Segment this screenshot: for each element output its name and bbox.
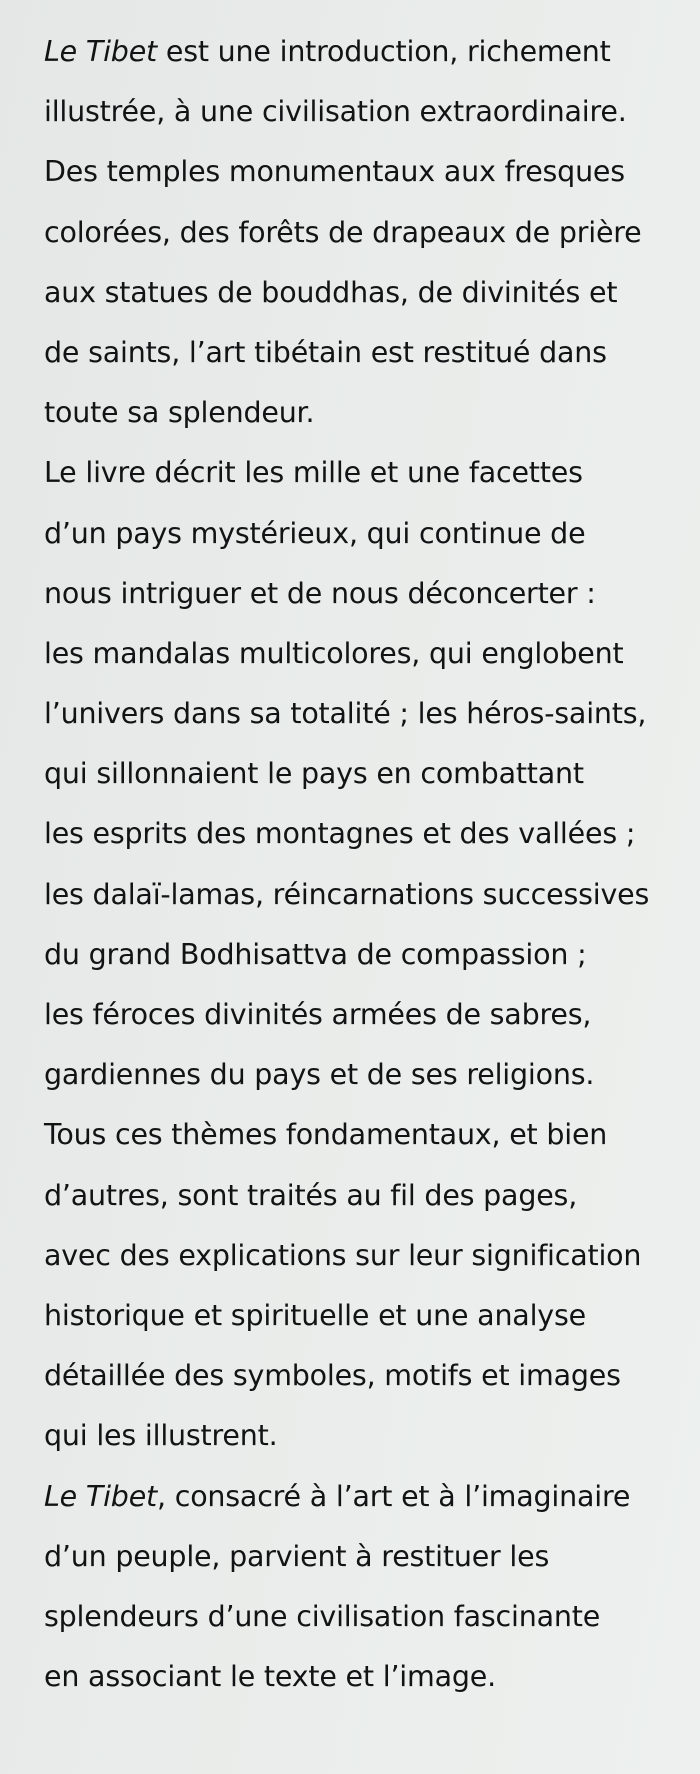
blurb-line: avec des explications sur leur signification [44,1238,642,1272]
blurb-line: Tous ces thèmes fondamentaux, et bien [44,1118,608,1152]
blurb-line: les mandalas multicolores, qui englobent [44,636,624,670]
book-title-italic: Le Tibet [44,1479,157,1513]
blurb-line [44,1467,684,1527]
blurb-line: toute sa splendeur. [44,396,315,430]
blurb-line: gardiennes du pays et de ses religions. [44,1058,595,1092]
blurb-line-text: est une introduction, richement [157,35,611,68]
blurb-text [44,22,684,1707]
blurb-line: d’un peuple, parvient à restituer les [44,1539,550,1573]
book-title-italic: Le Tibet [44,35,157,68]
blurb-line: d’autres, sont traités au fil des pages, [44,1178,578,1212]
blurb-line: de saints, l’art tibétain est restitué dans [44,335,607,369]
blurb-line: détaillée des symboles, motifs et images [44,1359,621,1393]
blurb-line: les féroces divinités armées de sabres, [44,998,592,1031]
blurb-line: Le livre décrit les mille et une facettes [44,456,583,490]
blurb-line: en associant le texte et l’image. [44,1660,496,1694]
blurb-line: aux statues de bouddhas, de divinités et [44,275,618,309]
blurb-line: du grand Bodhisattva de compassion ; [44,937,587,971]
blurb-line: l’univers dans sa totalité ; les héros-saints, [44,697,647,731]
blurb-line: historique et spirituelle et une analyse [44,1298,586,1332]
blurb-line: qui les illustrent. [44,1419,278,1453]
blurb-line: nous intriguer et de nous déconcerter : [44,576,596,610]
blurb-line: les esprits des montagnes et des vallées ; [44,817,636,851]
blurb-line: les dalaï-lamas, réincarnations successives [44,877,650,911]
blurb-line-text: , consacré à l’art et à l’imaginaire [157,1479,631,1513]
blurb-line [44,22,684,82]
blurb-line: splendeurs d’une civilisation fascinante [44,1599,601,1633]
blurb-line: colorées, des forêts de drapeaux de prière [44,215,642,249]
blurb-line: illustrée, à une civilisation extraordinaire. [44,95,627,129]
blurb-line: d’un pays mystérieux, qui continue de [44,516,586,550]
blurb-line: Des temples monumentaux aux fresques [44,155,625,189]
blurb-line: qui sillonnaient le pays en combattant [44,757,584,791]
